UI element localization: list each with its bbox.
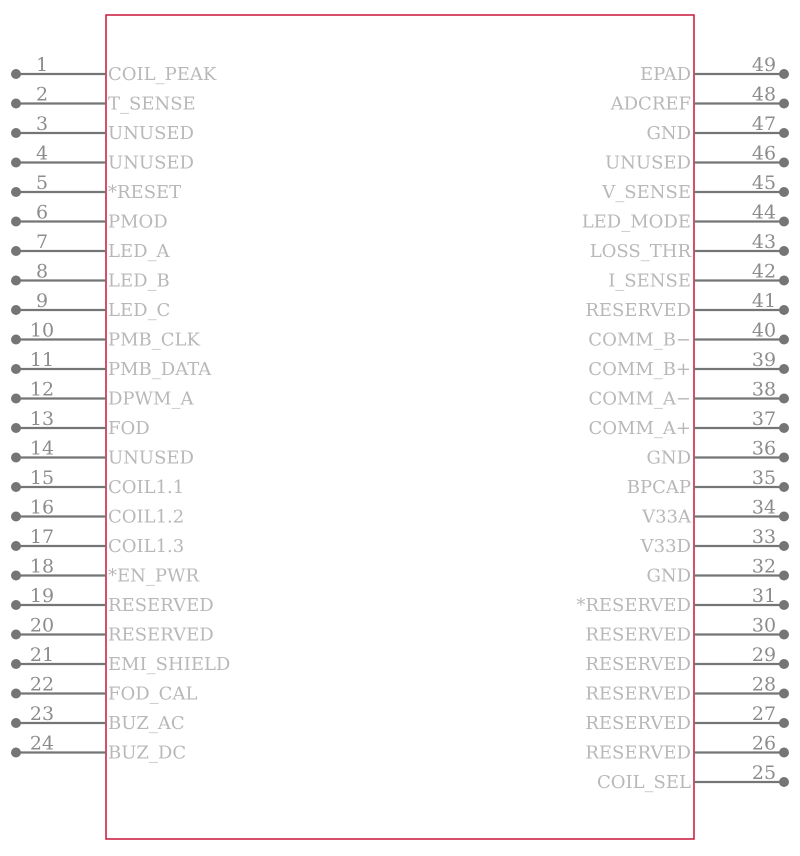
pin-44: [582, 202, 789, 233]
pin-number: 11: [29, 349, 55, 371]
pin-label: LOSS_THR: [589, 241, 691, 262]
pin-label: UNUSED: [108, 447, 194, 469]
pin-45: [601, 172, 789, 203]
pin-number: 17: [29, 526, 55, 548]
pin-end-dot: [779, 718, 789, 728]
pin-25: [597, 762, 789, 793]
pin-number: 47: [751, 113, 777, 135]
pin-end-dot: [11, 187, 21, 197]
pin-number: 10: [29, 319, 55, 342]
pin-13: [11, 408, 150, 439]
pin-number: 8: [35, 260, 49, 283]
pin-end-dot: [11, 69, 21, 79]
pin-label: RESERVED: [585, 300, 691, 321]
pin-end-dot: [779, 630, 789, 640]
pin-9: [11, 290, 170, 321]
pin-label: LED_C: [108, 300, 171, 321]
pin-label: GND: [646, 123, 691, 144]
pin-number: 41: [751, 290, 777, 312]
pin-end-dot: [11, 217, 21, 227]
pin-42: [608, 261, 789, 292]
pin-end-dot: [11, 246, 21, 256]
pin-number: 22: [29, 673, 55, 696]
pin-label: ADCREF: [610, 93, 691, 115]
pin-label: GND: [646, 447, 691, 469]
right-pin-group: [576, 54, 789, 793]
pin-end-dot: [779, 689, 789, 699]
pin-48: [610, 84, 789, 115]
pin-end-dot: [11, 512, 21, 522]
pin-34: [641, 497, 789, 528]
pin-number: 29: [751, 644, 777, 666]
pin-label: COIL1.1: [108, 477, 185, 498]
pin-end-dot: [779, 453, 789, 463]
pin-end-dot: [779, 217, 789, 227]
pin-4: [11, 143, 194, 174]
pin-end-dot: [779, 571, 789, 581]
pin-end-dot: [779, 128, 789, 138]
pin-number: 38: [751, 378, 777, 401]
pin-21: [11, 644, 230, 675]
pin-end-dot: [11, 423, 21, 433]
pin-end-dot: [11, 571, 21, 581]
pin-label: COMM_A+: [588, 418, 691, 439]
pin-label: COIL1.2: [108, 506, 185, 528]
pin-label: COIL_SEL: [596, 772, 691, 793]
pin-number: 42: [751, 260, 777, 283]
pin-end-dot: [11, 482, 21, 492]
pin-5: [11, 172, 181, 203]
pin-number: 31: [751, 585, 777, 607]
pin-number: 35: [751, 467, 777, 489]
pin-number: 27: [751, 703, 777, 725]
pin-label: EPAD: [639, 64, 691, 85]
pin-22: [11, 674, 197, 705]
pin-number: 7: [35, 231, 49, 253]
pin-label: DPWM_A: [108, 388, 194, 410]
pin-number: 6: [35, 201, 49, 224]
pin-number: 46: [751, 142, 777, 165]
pin-number: 4: [35, 142, 49, 165]
pin-number: 49: [751, 54, 777, 76]
pin-end-dot: [779, 541, 789, 551]
pin-end-dot: [11, 99, 21, 109]
pin-label: I_SENSE: [608, 270, 691, 292]
pin-number: 14: [29, 437, 55, 460]
pin-number: 33: [751, 526, 777, 548]
pin-end-dot: [779, 276, 789, 286]
pin-end-dot: [779, 482, 789, 492]
pin-number: 34: [751, 496, 777, 519]
pin-end-dot: [11, 748, 21, 758]
pin-number: 43: [751, 231, 777, 253]
pin-6: [11, 202, 168, 233]
pin-31: [576, 585, 789, 616]
pin-number: 1: [35, 54, 49, 76]
pin-label: T_SENSE: [108, 93, 196, 115]
pin-number: 32: [751, 555, 777, 578]
pin-11: [11, 349, 212, 380]
pin-number: 45: [751, 172, 777, 194]
pin-number: 12: [29, 378, 55, 401]
pin-number: 26: [751, 732, 777, 755]
pin-end-dot: [11, 718, 21, 728]
pin-label: PMOD: [108, 211, 168, 233]
pin-number: 37: [751, 408, 777, 430]
pin-end-dot: [11, 335, 21, 345]
pin-32: [646, 556, 789, 587]
pin-43: [590, 231, 789, 262]
pin-end-dot: [779, 246, 789, 256]
pin-49: [640, 54, 789, 85]
pin-end-dot: [779, 394, 789, 404]
pin-3: [11, 113, 194, 144]
left-pin-group: [11, 54, 230, 764]
pin-label: BPCAP: [626, 477, 691, 498]
pin-number: 20: [29, 614, 55, 637]
pin-end-dot: [11, 600, 21, 610]
pin-47: [646, 113, 789, 144]
pin-number: 5: [35, 172, 49, 194]
pin-label: *RESET: [108, 182, 182, 203]
pin-number: 36: [751, 437, 777, 460]
pin-number: 30: [751, 614, 777, 637]
pin-label: PMB_CLK: [108, 329, 200, 351]
pin-end-dot: [11, 305, 21, 315]
pin-number: 28: [751, 673, 777, 696]
pin-24: [11, 733, 186, 764]
pin-end-dot: [779, 748, 789, 758]
pin-number: 19: [29, 585, 55, 607]
pin-number: 3: [35, 113, 49, 135]
pin-number: 15: [29, 467, 55, 489]
pin-30: [585, 615, 789, 646]
pin-end-dot: [779, 335, 789, 345]
pin-label: BUZ_AC: [108, 713, 185, 734]
pin-label: LED_B: [108, 270, 170, 292]
pin-end-dot: [11, 364, 21, 374]
pin-label: UNUSED: [108, 152, 194, 174]
pin-end-dot: [779, 423, 789, 433]
pin-end-dot: [779, 512, 789, 522]
pin-number: 23: [29, 703, 55, 725]
pin-end-dot: [11, 453, 21, 463]
pin-label: RESERVED: [585, 742, 691, 764]
pin-label: LED_A: [108, 241, 170, 262]
pin-number: 18: [29, 555, 55, 578]
pin-end-dot: [779, 69, 789, 79]
pin-38: [589, 379, 789, 410]
pin-label: LED_MODE: [581, 211, 691, 233]
pin-label: FOD_CAL: [108, 683, 198, 705]
pin-number: 16: [29, 496, 55, 519]
pin-label: V33D: [640, 536, 691, 557]
pin-label: COMM_B+: [588, 359, 691, 380]
pin-end-dot: [779, 600, 789, 610]
pin-27: [585, 703, 789, 734]
pin-28: [585, 674, 789, 705]
pin-label: V33A: [642, 506, 691, 528]
pin-end-dot: [779, 158, 789, 168]
pin-12: [11, 379, 194, 410]
pin-8: [11, 261, 170, 292]
pin-number: 25: [751, 762, 777, 784]
pin-33: [640, 526, 789, 557]
pin-number: 48: [751, 83, 777, 106]
pin-label: BUZ_DC: [108, 742, 187, 764]
pin-number: 21: [29, 644, 55, 666]
pin-26: [585, 733, 789, 764]
pin-end-dot: [779, 305, 789, 315]
pin-number: 40: [751, 319, 777, 342]
pin-label: COIL_PEAK: [108, 64, 217, 85]
pin-end-dot: [11, 276, 21, 286]
pin-label: PMB_DATA: [108, 359, 212, 380]
pin-41: [585, 290, 789, 321]
pin-label: V_SENSE: [602, 182, 691, 203]
pin-35: [627, 467, 789, 498]
pin-36: [646, 438, 789, 469]
pin-17: [11, 526, 184, 557]
pin-label: COIL1.3: [108, 536, 185, 557]
pin-1: [11, 54, 217, 85]
pin-number: 2: [35, 83, 49, 106]
pin-number: 9: [35, 290, 49, 312]
pin-label: RESERVED: [585, 624, 691, 646]
pin-number: 39: [751, 349, 777, 371]
pin-number: 24: [29, 732, 55, 755]
pin-16: [11, 497, 184, 528]
pin-label: RESERVED: [585, 713, 691, 734]
pin-label: RESERVED: [108, 595, 214, 616]
pin-end-dot: [11, 541, 21, 551]
pin-end-dot: [11, 394, 21, 404]
pin-2: [11, 84, 196, 115]
pin-number: 44: [751, 201, 777, 224]
pin-14: [11, 438, 194, 469]
pin-end-dot: [11, 128, 21, 138]
pin-7: [11, 231, 171, 262]
pin-end-dot: [11, 630, 21, 640]
pin-end-dot: [11, 659, 21, 669]
pin-29: [585, 644, 789, 675]
pin-label: COMM_B−: [588, 329, 691, 351]
pin-label: FOD: [108, 418, 150, 439]
pin-label: RESERVED: [585, 683, 691, 705]
pin-20: [11, 615, 214, 646]
pin-number: 13: [29, 408, 55, 430]
pin-end-dot: [779, 99, 789, 109]
pin-label: RESERVED: [108, 624, 214, 646]
pin-40: [588, 320, 789, 351]
pin-end-dot: [11, 689, 21, 699]
pin-label: *EN_PWR: [108, 565, 200, 587]
pin-end-dot: [11, 158, 21, 168]
pin-end-dot: [779, 659, 789, 669]
pin-19: [11, 585, 214, 616]
pin-label: COMM_A−: [588, 388, 691, 410]
pin-label: GND: [646, 565, 691, 587]
pin-end-dot: [779, 364, 789, 374]
pin-23: [11, 703, 185, 734]
pin-label: EMI_SHIELD: [108, 654, 231, 675]
pin-15: [11, 467, 184, 498]
pin-46: [605, 143, 789, 174]
pin-39: [588, 349, 789, 380]
pin-label: UNUSED: [108, 123, 194, 144]
pin-label: UNUSED: [605, 152, 691, 174]
pin-37: [589, 408, 789, 439]
pin-end-dot: [779, 777, 789, 787]
pin-label: *RESERVED: [576, 595, 691, 616]
pin-end-dot: [779, 187, 789, 197]
pin-label: RESERVED: [585, 654, 691, 675]
